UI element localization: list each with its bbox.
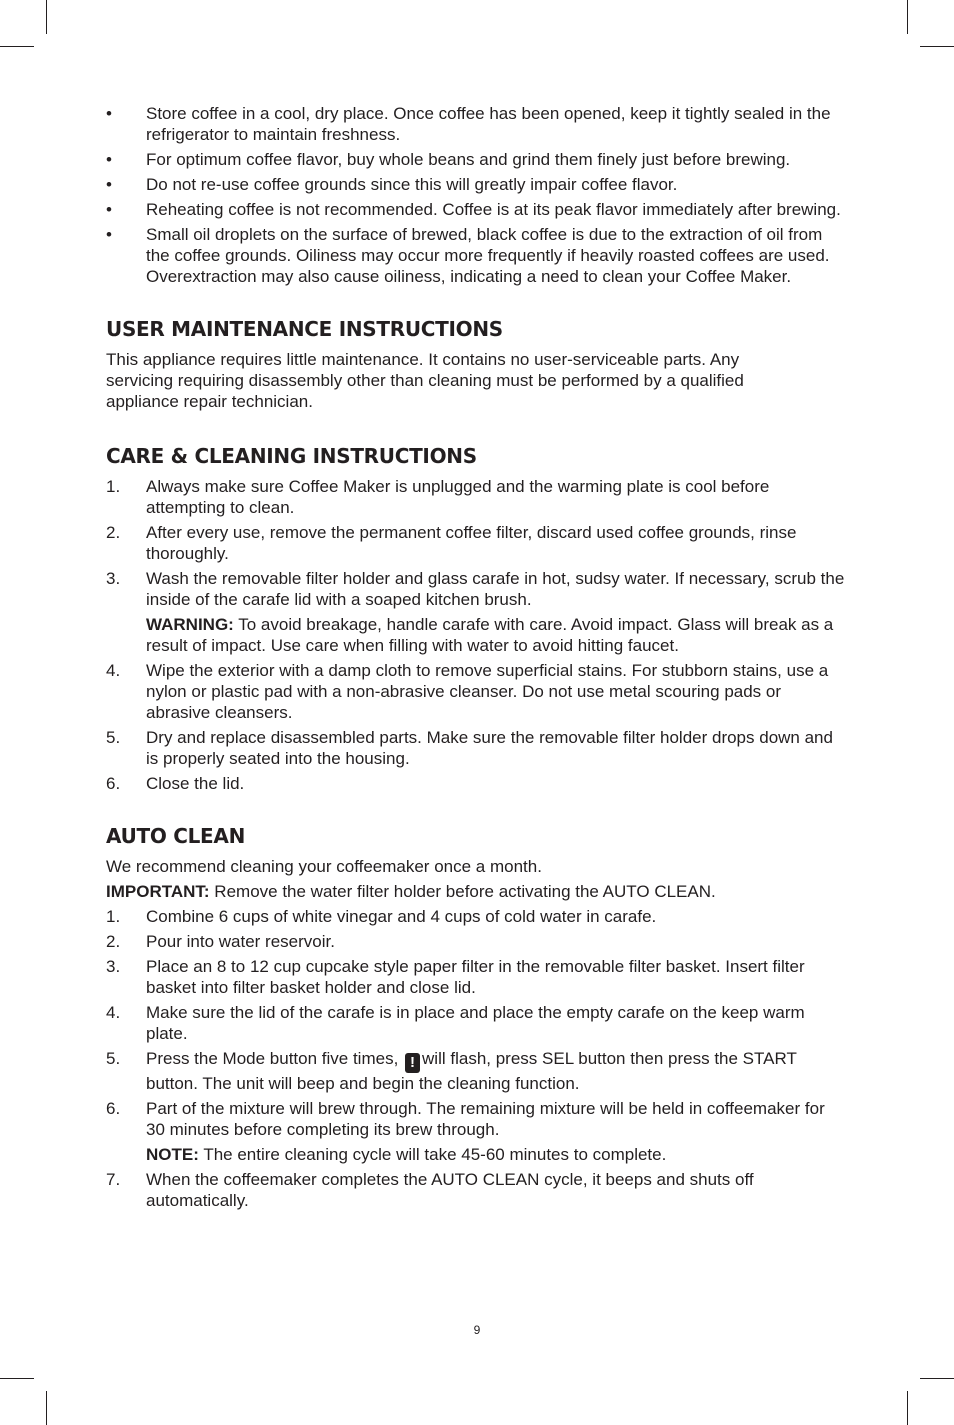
maintenance-heading: USER MAINTENANCE INSTRUCTIONS xyxy=(106,317,503,341)
step-number: 6. xyxy=(106,774,121,793)
step-text: Press the Mode button five times, xyxy=(146,1049,399,1068)
step-text: Make sure the lid of the carafe is in place and place the empty carafe on the keep warm plate. xyxy=(146,1003,805,1043)
step-number: 6. xyxy=(106,1099,121,1118)
step-number: 5. xyxy=(106,728,121,747)
step-text: Combine 6 cups of white vinegar and 4 cups of cold water in carafe. xyxy=(146,907,657,926)
auto-clean-intro: We recommend cleaning your coffeemaker once a month. xyxy=(106,857,542,876)
list-item xyxy=(106,1048,848,1094)
step-text: Part of the mixture will brew through. The remaining mixture will be held in coffeemaker for 30 minutes before completing its brew through. xyxy=(146,1099,825,1139)
step-text: Pour into water reservoir. xyxy=(146,932,335,951)
step-text: Wash the removable filter holder and glass carafe in hot, sudsy water. If necessary, scrub the inside of the carafe lid with a soaped kitchen brush. xyxy=(146,569,845,609)
page-content xyxy=(106,103,848,1215)
step-number: 7. xyxy=(106,1170,121,1189)
step-text: Place an 8 to 12 cup cupcake style paper filter in the removable filter basket. Insert filter basket into filter basket holder and close lid. xyxy=(146,957,805,997)
list-item xyxy=(106,224,848,287)
crop-mark xyxy=(0,46,34,47)
list-item xyxy=(106,174,848,195)
list-item xyxy=(106,1169,848,1211)
note-text: The entire cleaning cycle will take 45-60 minutes to complete. xyxy=(203,1145,667,1164)
important-label: IMPORTANT: xyxy=(106,882,210,901)
list-item xyxy=(106,931,848,952)
list-item xyxy=(106,199,848,220)
step-number: 1. xyxy=(106,477,121,496)
tip-text: Small oil droplets on the surface of brewed, black coffee is due to the extraction of oil from the coffee grounds. Oiliness may occur more frequently if heavily roasted coffees are used. Overextraction may also cause oiliness, indicating a need to clean your Coffee Maker. xyxy=(146,225,830,286)
step-text: will flash, press SEL button then press the START button. The unit will beep and begin the cleaning function. xyxy=(146,1049,797,1093)
cleaning-heading: CARE & CLEANING INSTRUCTIONS xyxy=(106,444,477,468)
crop-mark xyxy=(907,0,908,34)
step-text: Dry and replace disassembled parts. Make sure the removable filter holder drops down and is properly seated into the housing. xyxy=(146,728,833,768)
auto-clean-heading: AUTO CLEAN xyxy=(106,824,246,848)
coffee-tips-list xyxy=(106,103,848,287)
maintenance-text: This appliance requires little maintenance. It contains no user-serviceable parts. Any servicing requiring disassembly other than cleaning must be performed by a qualified appliance repair technician. xyxy=(106,350,744,411)
bullet: • xyxy=(106,225,112,244)
crop-mark xyxy=(907,1391,908,1425)
important-note xyxy=(106,881,848,902)
step-number: 5. xyxy=(106,1049,121,1068)
tip-text: For optimum coffee flavor, buy whole beans and grind them finely just before brewing. xyxy=(146,150,791,169)
step-number: 3. xyxy=(106,957,121,976)
warning-label: WARNING: xyxy=(146,615,234,634)
exclamation-icon: ! xyxy=(405,1053,420,1073)
auto-clean-steps-list xyxy=(106,906,848,1211)
bullet: • xyxy=(106,150,112,169)
step-number: 1. xyxy=(106,907,121,926)
crop-mark xyxy=(920,1378,954,1379)
step-number: 2. xyxy=(106,932,121,951)
step-text: Close the lid. xyxy=(146,774,245,793)
step-number: 3. xyxy=(106,569,121,588)
step-text: Wipe the exterior with a damp cloth to remove superficial stains. For stubborn stains, use a nylon or plastic pad with a non-abrasive cleanser. Do not use metal scouring pads or abrasive cleansers. xyxy=(146,661,829,722)
list-item xyxy=(106,103,848,145)
list-item xyxy=(106,660,848,723)
crop-mark xyxy=(46,0,47,34)
step-number: 4. xyxy=(106,1003,121,1022)
list-item xyxy=(106,906,848,927)
warning-text: To avoid breakage, handle carafe with care. Avoid impact. Glass will break as a result of impact. Use care when filling with water to avoid hitting faucet. xyxy=(146,615,834,655)
bullet: • xyxy=(106,200,112,219)
crop-mark xyxy=(920,46,954,47)
list-item xyxy=(106,522,848,564)
important-text: Remove the water filter holder before activating the AUTO CLEAN. xyxy=(214,882,716,901)
page-number: 9 xyxy=(473,1323,481,1337)
cleaning-steps-list xyxy=(106,476,848,794)
tip-text: Reheating coffee is not recommended. Coffee is at its peak flavor immediately after brewing. xyxy=(146,200,841,219)
step-number: 4. xyxy=(106,661,121,680)
bullet: • xyxy=(106,175,112,194)
list-item xyxy=(106,727,848,769)
list-item xyxy=(106,773,848,794)
warning-note xyxy=(106,614,848,656)
list-item xyxy=(106,568,848,610)
step-text: When the coffeemaker completes the AUTO CLEAN cycle, it beeps and shuts off automatically. xyxy=(146,1170,754,1210)
list-item xyxy=(106,476,848,518)
list-item xyxy=(106,1002,848,1044)
list-item xyxy=(106,149,848,170)
bullet: • xyxy=(106,104,112,123)
note-label: NOTE: xyxy=(146,1145,199,1164)
list-item xyxy=(106,1098,848,1140)
tip-text: Store coffee in a cool, dry place. Once coffee has been opened, keep it tightly sealed in the refrigerator to maintain freshness. xyxy=(146,104,831,144)
crop-mark xyxy=(0,1378,34,1379)
note xyxy=(106,1144,848,1165)
tip-text: Do not re-use coffee grounds since this will greatly impair coffee flavor. xyxy=(146,175,678,194)
step-number: 2. xyxy=(106,523,121,542)
crop-mark xyxy=(46,1391,47,1425)
step-text: After every use, remove the permanent coffee filter, discard used coffee grounds, rinse thoroughly. xyxy=(146,523,797,563)
step-text: Always make sure Coffee Maker is unplugged and the warming plate is cool before attempting to clean. xyxy=(146,477,770,517)
list-item xyxy=(106,956,848,998)
